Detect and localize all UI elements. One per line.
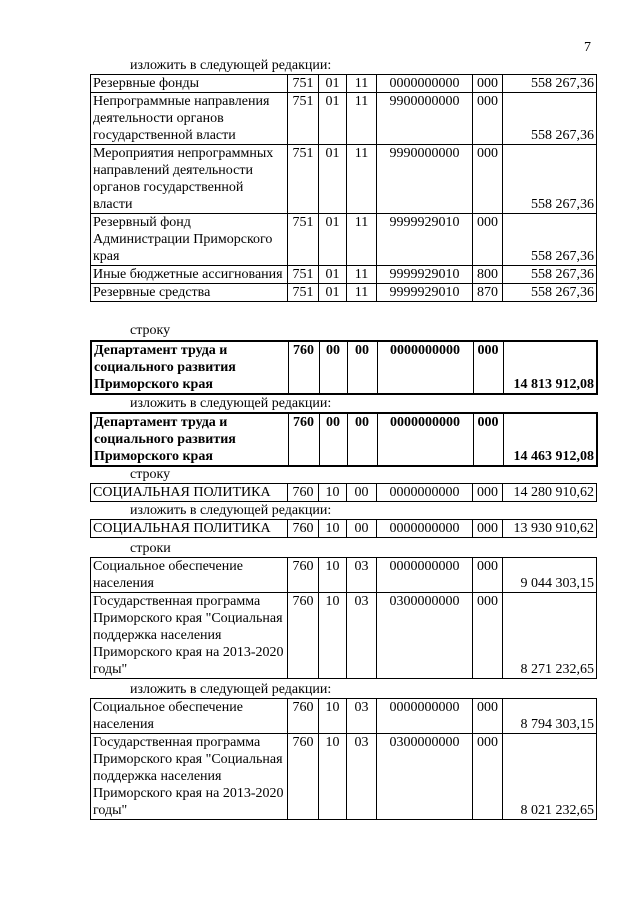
section-code-cell: 10 xyxy=(319,734,347,820)
amount-cell: 14 463 912,08 xyxy=(503,413,597,466)
ministry-code-cell: 760 xyxy=(288,558,319,593)
row-name-cell: Резервные фонды xyxy=(91,75,288,93)
target-article-cell: 0000000000 xyxy=(377,75,473,93)
caption-row-1: строку xyxy=(130,323,171,338)
target-article-cell: 0000000000 xyxy=(377,699,473,734)
expense-type-cell: 000 xyxy=(473,520,503,538)
row-name-cell: Резервные средства xyxy=(91,284,288,302)
page-number: 7 xyxy=(584,40,591,55)
target-article-cell: 9999929010 xyxy=(377,214,473,266)
subsection-code-cell: 03 xyxy=(347,558,377,593)
target-article-cell: 0000000000 xyxy=(377,558,473,593)
amount-cell: 558 267,36 xyxy=(503,75,597,93)
ministry-code-cell: 751 xyxy=(288,93,319,145)
subsection-code-cell: 11 xyxy=(347,214,377,266)
subsection-code-cell: 11 xyxy=(347,93,377,145)
ministry-code-cell: 760 xyxy=(288,341,319,394)
table-row xyxy=(91,214,597,266)
ministry-code-cell: 751 xyxy=(288,284,319,302)
amount-cell: 8 021 232,65 xyxy=(503,734,597,820)
ministry-code-cell: 751 xyxy=(288,214,319,266)
expense-type-cell: 000 xyxy=(473,413,503,466)
expense-type-cell: 000 xyxy=(473,593,503,679)
amount-cell: 558 267,36 xyxy=(503,145,597,214)
table-row xyxy=(91,520,597,538)
row-name-cell: СОЦИАЛЬНАЯ ПОЛИТИКА xyxy=(91,484,288,502)
section-code-cell: 10 xyxy=(319,593,347,679)
row-name-cell: СОЦИАЛЬНАЯ ПОЛИТИКА xyxy=(91,520,288,538)
table-row xyxy=(91,93,597,145)
subsection-code-cell: 03 xyxy=(347,734,377,820)
subsection-code-cell: 03 xyxy=(347,699,377,734)
target-article-cell: 9999929010 xyxy=(377,284,473,302)
table-row xyxy=(91,413,597,466)
table-row xyxy=(91,734,597,820)
budget-table-dept-new xyxy=(90,412,598,467)
amount-cell: 9 044 303,15 xyxy=(503,558,597,593)
subsection-code-cell: 11 xyxy=(347,145,377,214)
section-code-cell: 01 xyxy=(319,266,347,284)
subsection-code-cell: 00 xyxy=(347,520,377,538)
caption-row-2: строку xyxy=(130,467,171,482)
table-row xyxy=(91,266,597,284)
budget-table-reserve xyxy=(90,74,597,302)
target-article-cell: 0300000000 xyxy=(377,593,473,679)
row-name-cell: Государственная программа Приморского края "Социальная поддержка населения Приморского края на 2013-2020 годы" xyxy=(91,593,288,679)
row-name-cell: Резервный фонд Администрации Приморского края xyxy=(91,214,288,266)
row-name-cell: Непрограммные направления деятельности органов государственной власти xyxy=(91,93,288,145)
table-row xyxy=(91,341,597,394)
row-name-cell: Департамент труда и социального развития Приморского края xyxy=(91,341,288,394)
amount-cell: 8 794 303,15 xyxy=(503,699,597,734)
subsection-code-cell: 00 xyxy=(347,413,377,466)
caption-edit-4: изложить в следующей редакции: xyxy=(130,682,332,697)
row-name-cell: Социальное обеспечение населения xyxy=(91,558,288,593)
section-code-cell: 10 xyxy=(319,558,347,593)
expense-type-cell: 000 xyxy=(473,145,503,214)
target-article-cell: 0000000000 xyxy=(377,484,473,502)
amount-cell: 13 930 910,62 xyxy=(503,520,597,538)
budget-table-provision-new xyxy=(90,698,597,820)
section-code-cell: 01 xyxy=(319,75,347,93)
caption-rows-3: строки xyxy=(130,541,171,556)
expense-type-cell: 000 xyxy=(473,734,503,820)
table-row xyxy=(91,75,597,93)
target-article-cell: 9999929010 xyxy=(377,266,473,284)
table-row xyxy=(91,558,597,593)
row-name-cell: Иные бюджетные ассигнования xyxy=(91,266,288,284)
subsection-code-cell: 00 xyxy=(347,484,377,502)
subsection-code-cell: 00 xyxy=(347,341,377,394)
expense-type-cell: 000 xyxy=(473,214,503,266)
ministry-code-cell: 760 xyxy=(288,734,319,820)
section-code-cell: 10 xyxy=(319,699,347,734)
ministry-code-cell: 760 xyxy=(288,593,319,679)
amount-cell: 14 813 912,08 xyxy=(503,341,597,394)
budget-table-provision-old xyxy=(90,557,597,679)
budget-table-social-old xyxy=(90,483,597,502)
section-code-cell: 00 xyxy=(319,413,347,466)
amount-cell: 558 267,36 xyxy=(503,266,597,284)
subsection-code-cell: 03 xyxy=(347,593,377,679)
ministry-code-cell: 751 xyxy=(288,75,319,93)
subsection-code-cell: 11 xyxy=(347,266,377,284)
section-code-cell: 01 xyxy=(319,284,347,302)
section-code-cell: 01 xyxy=(319,145,347,214)
table-row xyxy=(91,484,597,502)
target-article-cell: 0000000000 xyxy=(377,520,473,538)
table-row xyxy=(91,699,597,734)
subsection-code-cell: 11 xyxy=(347,75,377,93)
expense-type-cell: 000 xyxy=(473,341,503,394)
amount-cell: 558 267,36 xyxy=(503,93,597,145)
ministry-code-cell: 751 xyxy=(288,266,319,284)
target-article-cell: 9990000000 xyxy=(377,145,473,214)
target-article-cell: 0300000000 xyxy=(377,734,473,820)
subsection-code-cell: 11 xyxy=(347,284,377,302)
row-name-cell: Департамент труда и социального развития Приморского края xyxy=(91,413,288,466)
ministry-code-cell: 751 xyxy=(288,145,319,214)
caption-edit-2: изложить в следующей редакции: xyxy=(130,396,332,411)
table-row xyxy=(91,284,597,302)
row-name-cell: Социальное обеспечение населения xyxy=(91,699,288,734)
row-name-cell: Государственная программа Приморского края "Социальная поддержка населения Приморского края на 2013-2020 годы" xyxy=(91,734,288,820)
target-article-cell: 0000000000 xyxy=(377,413,473,466)
expense-type-cell: 000 xyxy=(473,484,503,502)
ministry-code-cell: 760 xyxy=(288,413,319,466)
budget-table-dept-old xyxy=(90,340,598,395)
caption-edit-3: изложить в следующей редакции: xyxy=(130,503,332,518)
section-code-cell: 00 xyxy=(319,341,347,394)
expense-type-cell: 800 xyxy=(473,266,503,284)
caption-edit-1: изложить в следующей редакции: xyxy=(130,58,332,73)
ministry-code-cell: 760 xyxy=(288,699,319,734)
section-code-cell: 01 xyxy=(319,93,347,145)
ministry-code-cell: 760 xyxy=(288,484,319,502)
table-row xyxy=(91,145,597,214)
amount-cell: 558 267,36 xyxy=(503,284,597,302)
target-article-cell: 9900000000 xyxy=(377,93,473,145)
expense-type-cell: 000 xyxy=(473,93,503,145)
expense-type-cell: 000 xyxy=(473,699,503,734)
section-code-cell: 10 xyxy=(319,484,347,502)
budget-table-social-new xyxy=(90,519,597,538)
ministry-code-cell: 760 xyxy=(288,520,319,538)
table-row xyxy=(91,593,597,679)
expense-type-cell: 000 xyxy=(473,75,503,93)
expense-type-cell: 870 xyxy=(473,284,503,302)
amount-cell: 8 271 232,65 xyxy=(503,593,597,679)
amount-cell: 14 280 910,62 xyxy=(503,484,597,502)
amount-cell: 558 267,36 xyxy=(503,214,597,266)
row-name-cell: Мероприятия непрограммных направлений деятельности органов государственной власти xyxy=(91,145,288,214)
expense-type-cell: 000 xyxy=(473,558,503,593)
target-article-cell: 0000000000 xyxy=(377,341,473,394)
section-code-cell: 10 xyxy=(319,520,347,538)
section-code-cell: 01 xyxy=(319,214,347,266)
